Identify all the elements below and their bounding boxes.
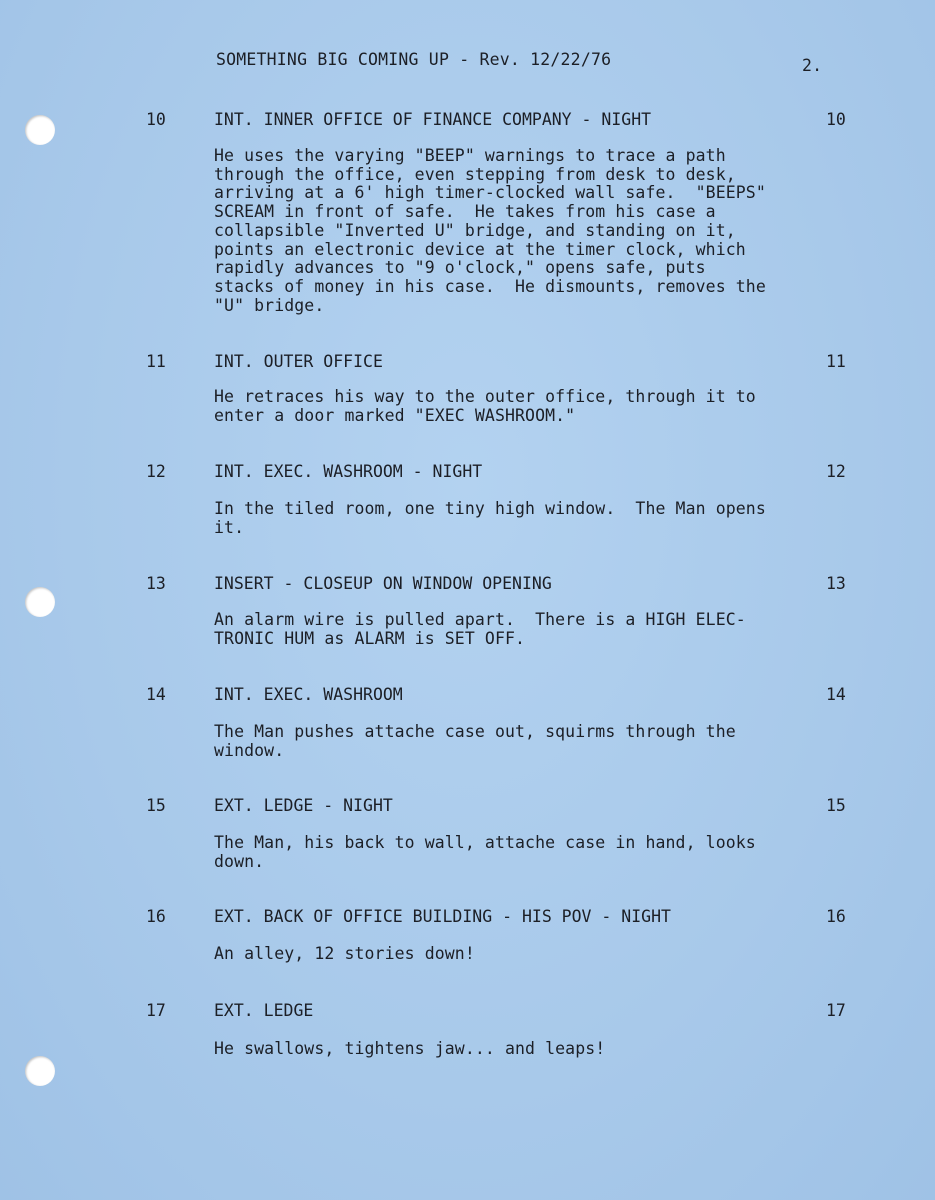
script-title: SOMETHING BIG COMING UP - Rev. 12/22/76 — [216, 50, 612, 69]
scene-action: An alarm wire is pulled apart. There is a HIGH ELEC- TRONIC HUM as ALARM is SET OFF. — [214, 610, 746, 648]
scene-number-left: 14 — [146, 685, 166, 704]
scene-heading: INT. INNER OFFICE OF FINANCE COMPANY - NIGHT — [214, 110, 652, 129]
binder-hole — [25, 587, 55, 617]
scene-action: In the tiled room, one tiny high window. The Man opens it. — [214, 499, 766, 537]
scene-number-right: 11 — [826, 352, 846, 371]
scene-number-left: 15 — [146, 796, 166, 815]
scene-heading: INT. EXEC. WASHROOM — [214, 685, 403, 704]
scene-number-right: 10 — [826, 110, 846, 129]
scene-number-left: 17 — [146, 1001, 166, 1020]
scene-heading: EXT. LEDGE - NIGHT — [214, 796, 393, 815]
binder-hole — [25, 1056, 55, 1086]
scene-heading: EXT. LEDGE — [214, 1001, 314, 1020]
scene-number-right: 13 — [826, 574, 846, 593]
scene-action: The Man, his back to wall, attache case in hand, looks down. — [214, 833, 756, 871]
scene-action: He uses the varying "BEEP" warnings to trace a path through the office, even stepping from desk to desk, arriving at a 6' high timer-clocked wall safe. "BEEPS" SCREAM in front of safe. He takes from his case a collapsible "Inverted U" bridge, and standing on it, points an electronic device at the timer clock, which rapidly advances to "9 o'clock," opens safe, puts stacks of money in his case. He dismounts, removes the "U" bridge. — [214, 146, 766, 315]
scene-action: He retraces his way to the outer office, through it to enter a door marked "EXEC WASHROOM." — [214, 387, 756, 425]
page-number: 2. — [802, 56, 823, 75]
scene-number-left: 13 — [146, 574, 166, 593]
scene-number-right: 12 — [826, 462, 846, 481]
scene-heading: INT. OUTER OFFICE — [214, 352, 383, 371]
scene-number-right: 17 — [826, 1001, 846, 1020]
scene-number-left: 11 — [146, 352, 166, 371]
scene-heading: EXT. BACK OF OFFICE BUILDING - HIS POV - NIGHT — [214, 907, 671, 926]
scene-action: An alley, 12 stories down! — [214, 944, 475, 963]
scene-number-left: 10 — [146, 110, 166, 129]
scene-action: He swallows, tightens jaw... and leaps! — [214, 1039, 606, 1058]
scene-number-right: 14 — [826, 685, 846, 704]
scene-number-right: 15 — [826, 796, 846, 815]
scene-action: The Man pushes attache case out, squirms through the window. — [214, 722, 736, 760]
scene-number-right: 16 — [826, 907, 846, 926]
scene-heading: INSERT - CLOSEUP ON WINDOW OPENING — [214, 574, 552, 593]
scene-number-left: 16 — [146, 907, 166, 926]
scene-number-left: 12 — [146, 462, 166, 481]
binder-hole — [25, 115, 55, 145]
scene-heading: INT. EXEC. WASHROOM - NIGHT — [214, 462, 483, 481]
